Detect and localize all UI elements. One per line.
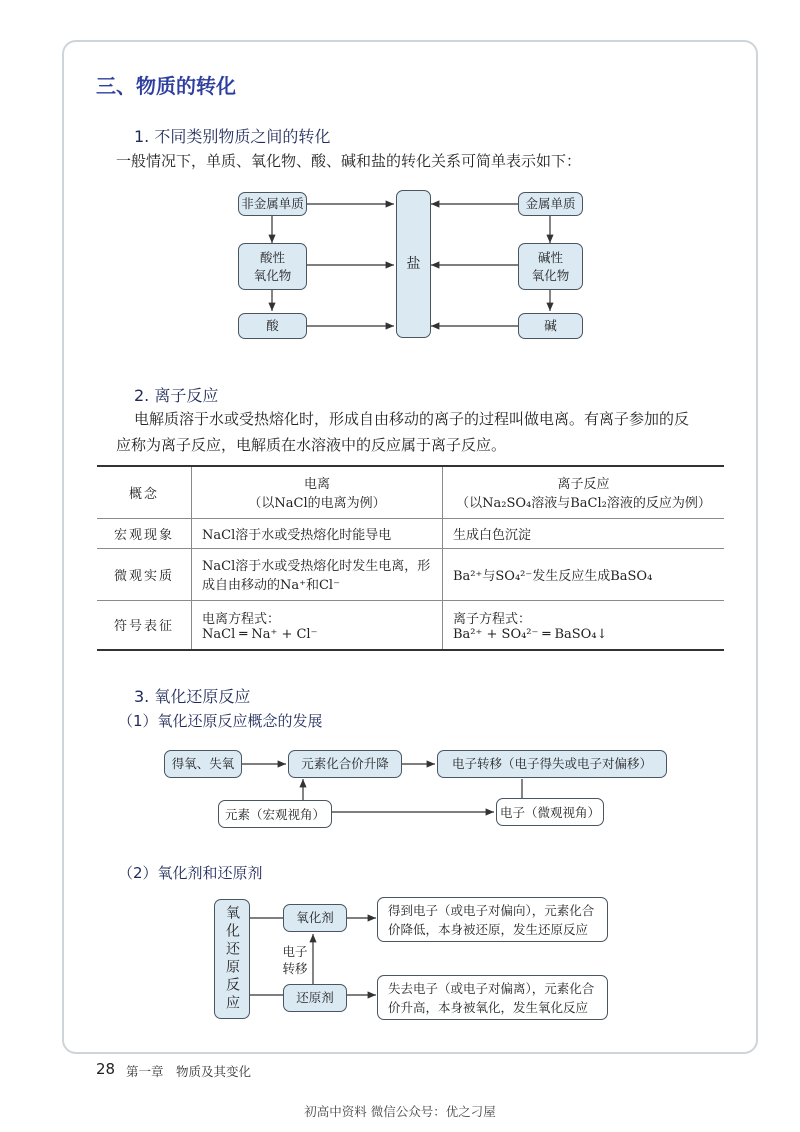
watermark-text: 初高中资料 微信公众号：优之刁屋 [304, 1104, 496, 1119]
nonmetal-box: 非金属单质 [238, 192, 307, 216]
chapter-title: 第一章 物质及其变化 [126, 1064, 252, 1079]
reductant-box: 还原剂 [283, 984, 347, 1012]
table-cell: 宏观现象 [97, 518, 192, 548]
electron-transfer-box: 电子转移（电子得失或电子对偏移） [437, 750, 667, 778]
oxidant-box: 氧化剂 [283, 904, 347, 932]
table-cell: 生成白色沉淀 [443, 518, 725, 548]
ion-paragraph-line-1: 电解质溶于水或受热熔化时，形成自由移动的离子的过程叫做电离。有离子参加的反 [134, 410, 690, 428]
table-row [97, 548, 724, 600]
table-row [97, 466, 724, 518]
page-number: 28 [96, 1060, 116, 1078]
table-cell: 电离方程式： NaCl ═ Na⁺ + Cl⁻ [192, 600, 443, 650]
table-cell: 离子反应 （以Na₂SO₄溶液与BaCl₂溶液的反应为例） [443, 466, 725, 518]
reductant-description: 失去电子（或电子对偏离），元素化合价升高，本身被氧化，发生氧化反应 [377, 975, 608, 1020]
intro-text: 一般情况下，单质、氧化物、酸、碱和盐的转化关系可简单表示如下： [116, 152, 582, 170]
subheading-3-2: （2）氧化剂和还原剂 [118, 864, 263, 882]
subheading-3-1: （1）氧化还原反应概念的发展 [118, 712, 323, 730]
table-cell: 微观实质 [97, 548, 192, 600]
acid-box: 酸 [238, 313, 307, 339]
metal-box: 金属单质 [518, 192, 583, 216]
ion-table [97, 465, 724, 651]
oxidant-description: 得到电子（或电子对偏向），元素化合价降低，本身被还原，发生还原反应 [377, 897, 608, 942]
acidic-oxide-box: 酸性 氧化物 [238, 243, 307, 290]
electron-transfer-label: 电子转移 [282, 944, 308, 976]
basic-oxide-box: 碱性 氧化物 [518, 243, 583, 290]
table-row [97, 518, 724, 548]
table-cell: Ba²⁺与SO₄²⁻发生反应生成BaSO₄ [443, 548, 725, 600]
table-cell: 概念 [97, 466, 192, 518]
oxygen-box: 得氧、失氧 [164, 750, 242, 778]
table-row [97, 600, 724, 650]
redox-box: 氧化还原反应 [214, 899, 250, 1019]
heading-3: 3. 氧化还原反应 [134, 687, 251, 706]
base-box: 碱 [518, 313, 583, 339]
table-cell: 符号表征 [97, 600, 192, 650]
table-cell: NaCl溶于水或受热熔化时能导电 [192, 518, 443, 548]
valence-box: 元素化合价升降 [288, 750, 402, 778]
section-title: 三、物质的转化 [96, 74, 236, 98]
element-view-box: 元素（宏观视角） [218, 800, 332, 828]
heading-2: 2. 离子反应 [134, 386, 219, 405]
table-cell: NaCl溶于水或受热熔化时发生电离，形成自由移动的Na⁺和Cl⁻ [192, 548, 443, 600]
electron-view-box: 电子（微观视角） [496, 798, 604, 826]
salt-box: 盐 [396, 190, 431, 338]
heading-1: 1. 不同类别物质之间的转化 [134, 127, 331, 146]
ion-paragraph-line-2: 应称为离子反应，电解质在水溶液中的反应属于离子反应。 [116, 436, 507, 454]
table-cell: 电离 （以NaCl的电离为例） [192, 466, 443, 518]
table-cell: 离子方程式： Ba²⁺ + SO₄²⁻ ═ BaSO₄↓ [443, 600, 725, 650]
